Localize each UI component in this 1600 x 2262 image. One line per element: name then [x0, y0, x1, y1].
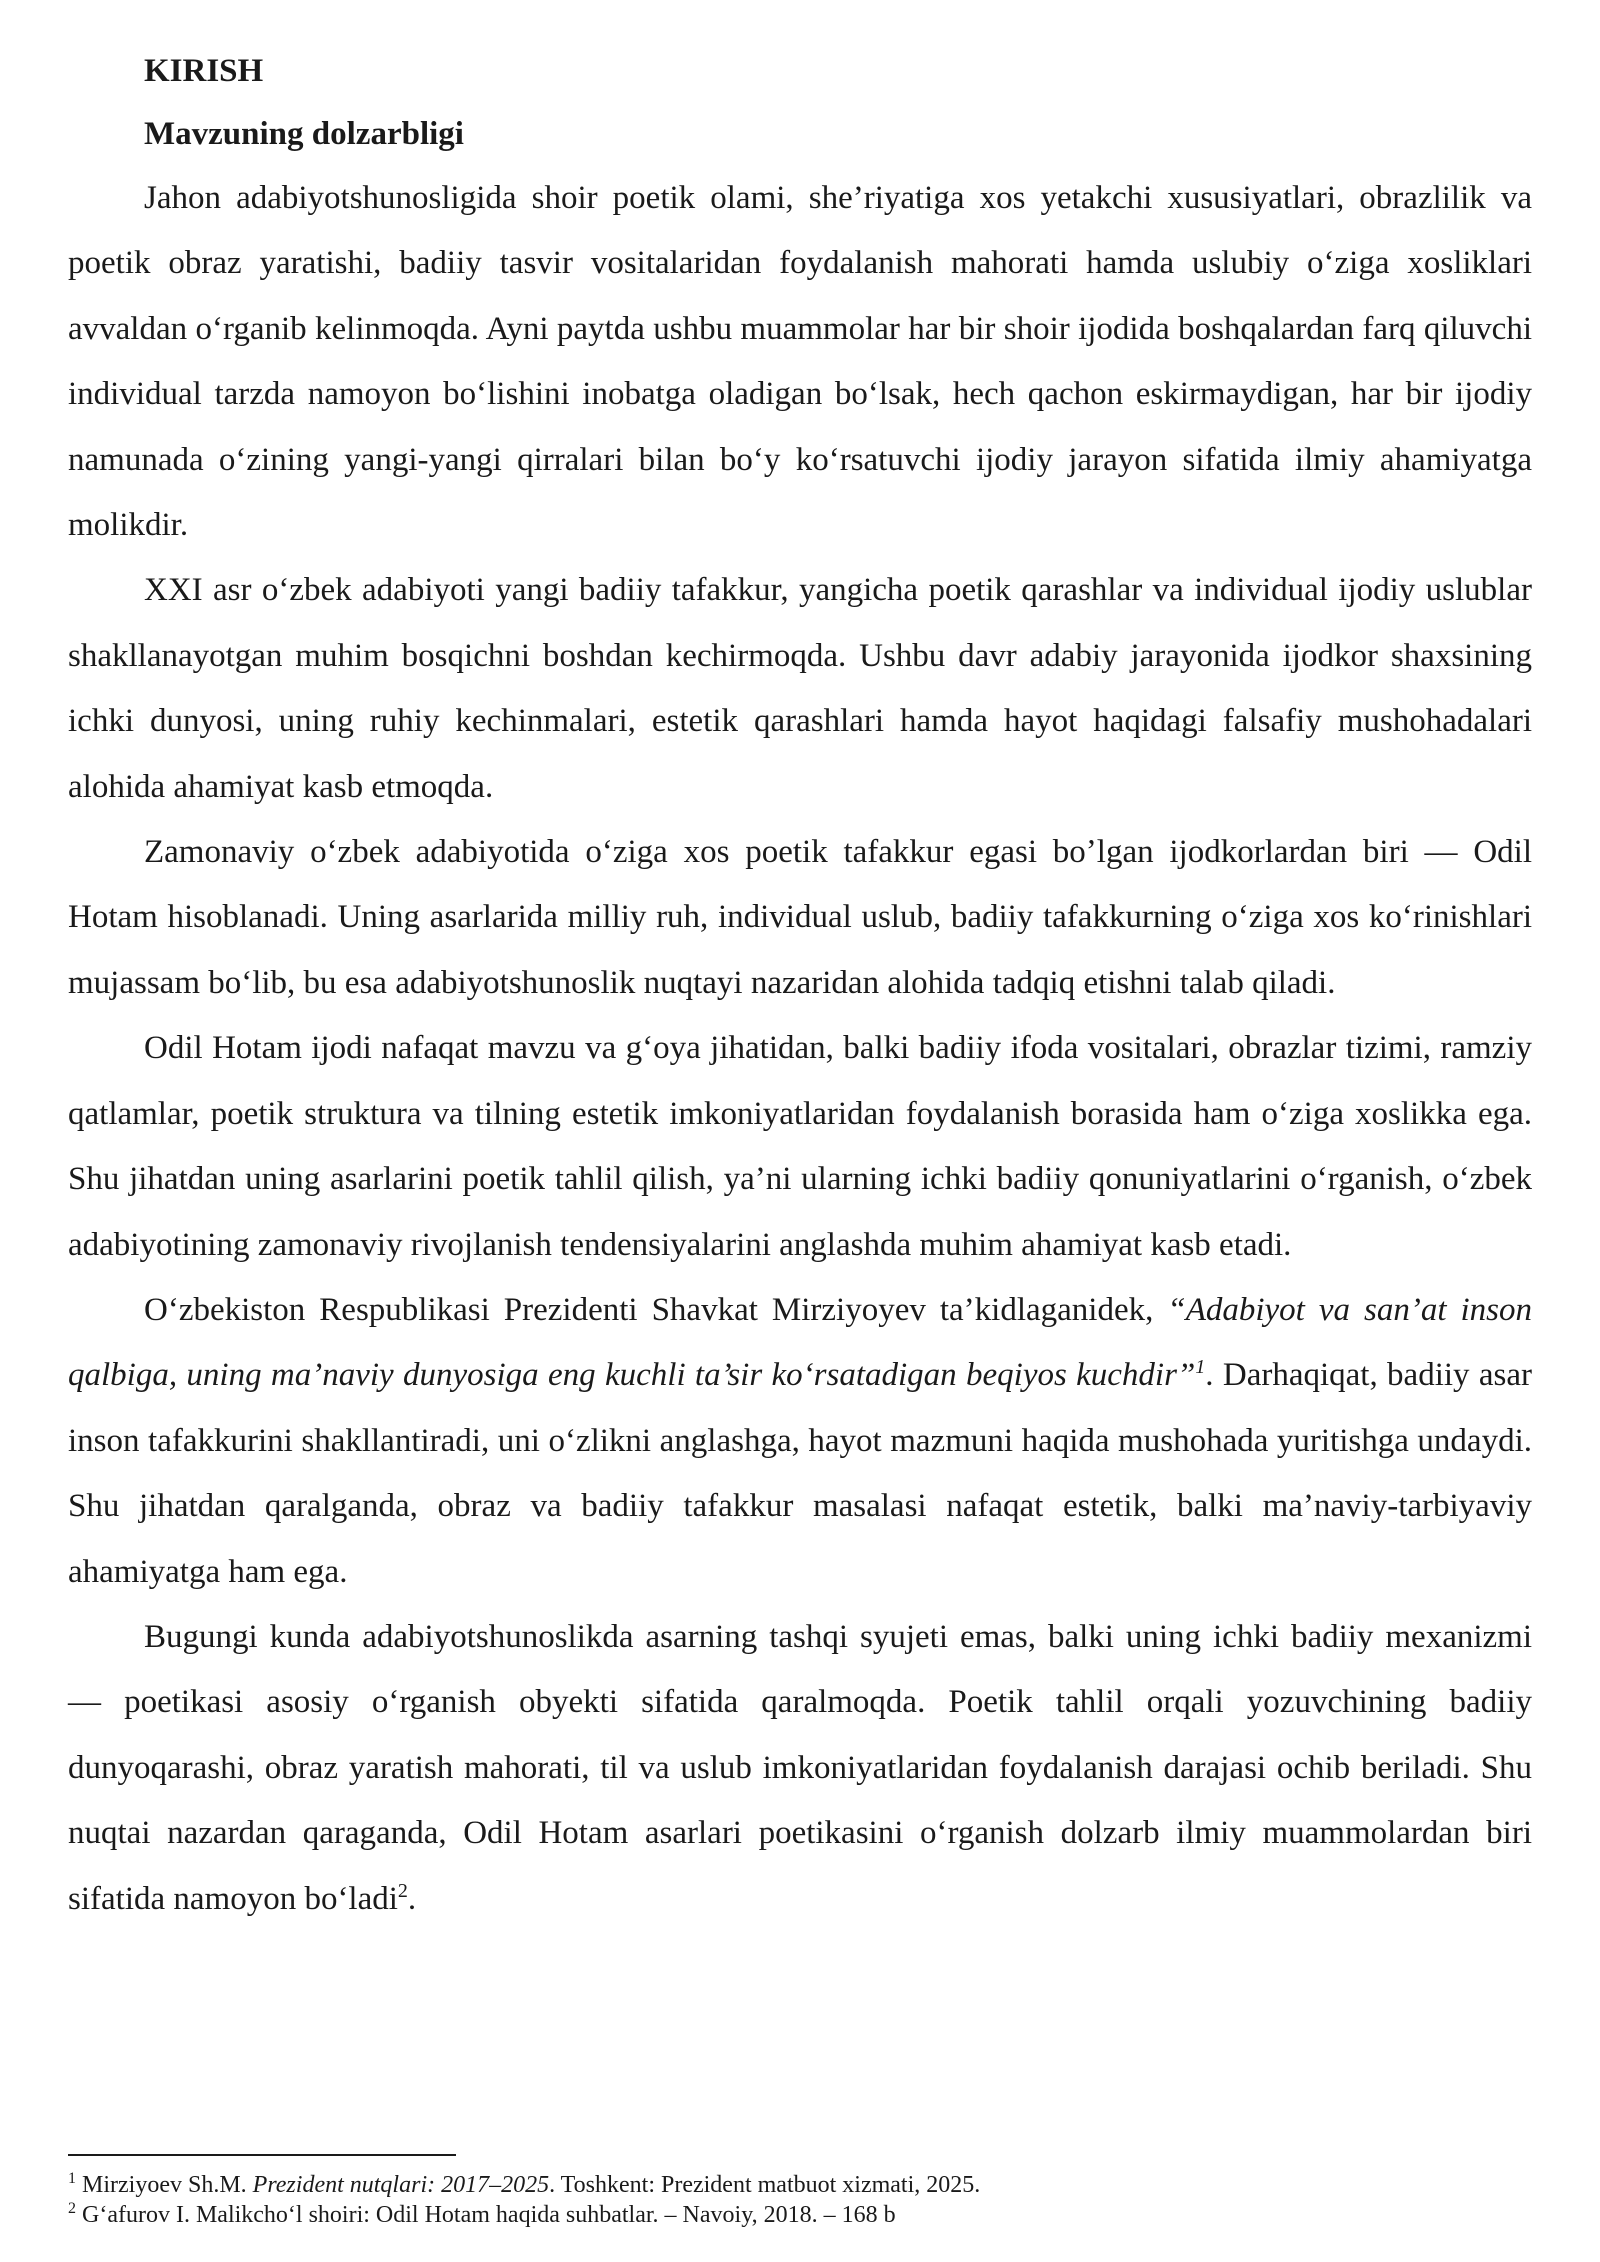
president-quote: “Adabiyot va san’at inson qalbiga, uning ma’naviy dunyosiga eng kuchli ta’sir koʻrsatadigan beqiyos kuchdir”	[68, 1291, 1533, 1394]
footnote-1-after: . Toshkent: Prezident matbuot xizmati, 2025.	[549, 2172, 981, 2198]
footnote-1-title: Prezident nutqlari: 2017–2025	[252, 2172, 550, 2198]
quote-rest-text: . Darhaqiqat, badiiy asar inson tafakkurini shakllantiradi, uni oʻzlikni anglashga, hayot mazmuni haqida mushohada yuritishga undaydi. Shu jihatdan qaralganda, obraz va badiiy tafakkur masalasi nafaqat estetik, balki ma’naviy-tarbiyaviy ahamiyatga ham ega.	[68, 1357, 1532, 1590]
paragraph-2: XXI asr oʻzbek adabiyoti yangi badiiy tafakkur, yangicha poetik qarashlar va individual ijodiy uslublar shakllanayotgan muhim bosqichni boshdan kechirmoqda. Ushbu davr adabiy jarayonida ijodkor shaxsining ichki dunyosi, uning ruhiy kechinmalari, estetik qarashlari hamda hayot haqidagi falsafiy mushohadalari alohida ahamiyat kasb etmoqda.	[68, 572, 1532, 805]
footnote-ref-1[interactable]: 1	[1195, 1356, 1206, 1379]
paragraph-3: Zamonaviy oʻzbek adabiyotida oʻziga xos poetik tafakkur egasi boʼlgan ijodkorlardan biri — Odil Hotam hisoblanadi. Uning asarlarida milliy ruh, individual uslub, badiiy tafakkurning oʻziga xos koʻrinishlari mujassam boʻlib, bu esa adabiyotshunoslik nuqtayi nazaridan alohida tadqiq etishni talab qiladi.	[68, 834, 1532, 1001]
footnote-1	[68, 2170, 1532, 2200]
paragraph-1: Jahon adabiyotshunosligida shoir poetik olami, she’riyatiga xos yetakchi xususiyatlari, obrazlilik va poetik obraz yaratishi, badiiy tasvir vositalaridan foydalanish mahorati hamda uslubiy oʻziga xosliklari avvaldan oʻrganib kelinmoqda. Ayni paytda ushbu muammolar har bir shoir ijodida boshqalardan farq qiluvchi individual tarzda namoyon boʻlishini inobatga oladigan boʻlsak, hech qachon eskirmaydigan, har bir ijodiy namunada oʻzining yangi-yangi qirralari bilan boʻy koʻrsatuvchi ijodiy jarayon sifatida ilmiy ahamiyatga molikdir.	[68, 180, 1532, 544]
section-heading: Mavzuning dolzarbligi	[144, 116, 464, 152]
last-para-text: Bugungi kunda adabiyotshunoslikda asarning tashqi syujeti emas, balki uning ichki badiiy mexanizmi — poetikasi asosiy oʻrganish obyekti sifatida qaralmoqda. Poetik tahlil orqali yozuvchining badiiy dunyoqarashi, obraz yaratish mahorati, til va uslub imkoniyatlaridan foydalanish darajasi ochib beriladi. Shu nuqtai nazardan qaraganda, Odil Hotam asarlari poetikasini oʻrganish dolzarb ilmiy muammolardan biri sifatida namoyon boʻladi	[68, 1618, 1532, 1917]
paragraph-6	[68, 1605, 1532, 1932]
last-para-end: .	[407, 1880, 417, 1917]
paragraph-5	[68, 1278, 1532, 1605]
quote-lead-text: Oʻzbekiston Respublikasi Prezidenti Shavkat Mirziyoyev ta’kidlaganidek,	[144, 1291, 1168, 1328]
footnote-number-1: 1	[68, 2170, 76, 2187]
footnote-2-text: Gʻafurov I. Malikchoʻl shoiri: Odil Hotam haqida suhbatlar. – Navoiy, 2018. – 168 b	[82, 2202, 896, 2228]
paragraph-4: Odil Hotam ijodi nafaqat mavzu va gʻoya jihatidan, balki badiiy ifoda vositalari, obrazlar tizimi, ramziy qatlamlar, poetik struktura va tilning estetik imkoniyatlaridan foydalanish borasida ham oʻziga xoslikka ega. Shu jihatdan uning asarlarini poetik tahlil qilish, ya’ni ularning ichki badiiy qonuniyatlarini oʻrganish, oʻzbek adabiyotining zamonaviy rivojlanish tendensiyalarini anglashda muhim ahamiyat kasb etadi.	[68, 1030, 1532, 1263]
chapter-heading: KIRISH	[144, 53, 264, 89]
footnote-number-2: 2	[68, 2200, 76, 2217]
footnote-divider	[68, 2154, 456, 2156]
footnote-2	[68, 2200, 1532, 2230]
footnotes-section	[68, 2154, 1532, 2230]
document-page	[68, 40, 1532, 1932]
footnote-1-before: Mirziyoev Sh.M.	[82, 2172, 253, 2198]
footnote-ref-2[interactable]: 2	[397, 1879, 408, 1902]
